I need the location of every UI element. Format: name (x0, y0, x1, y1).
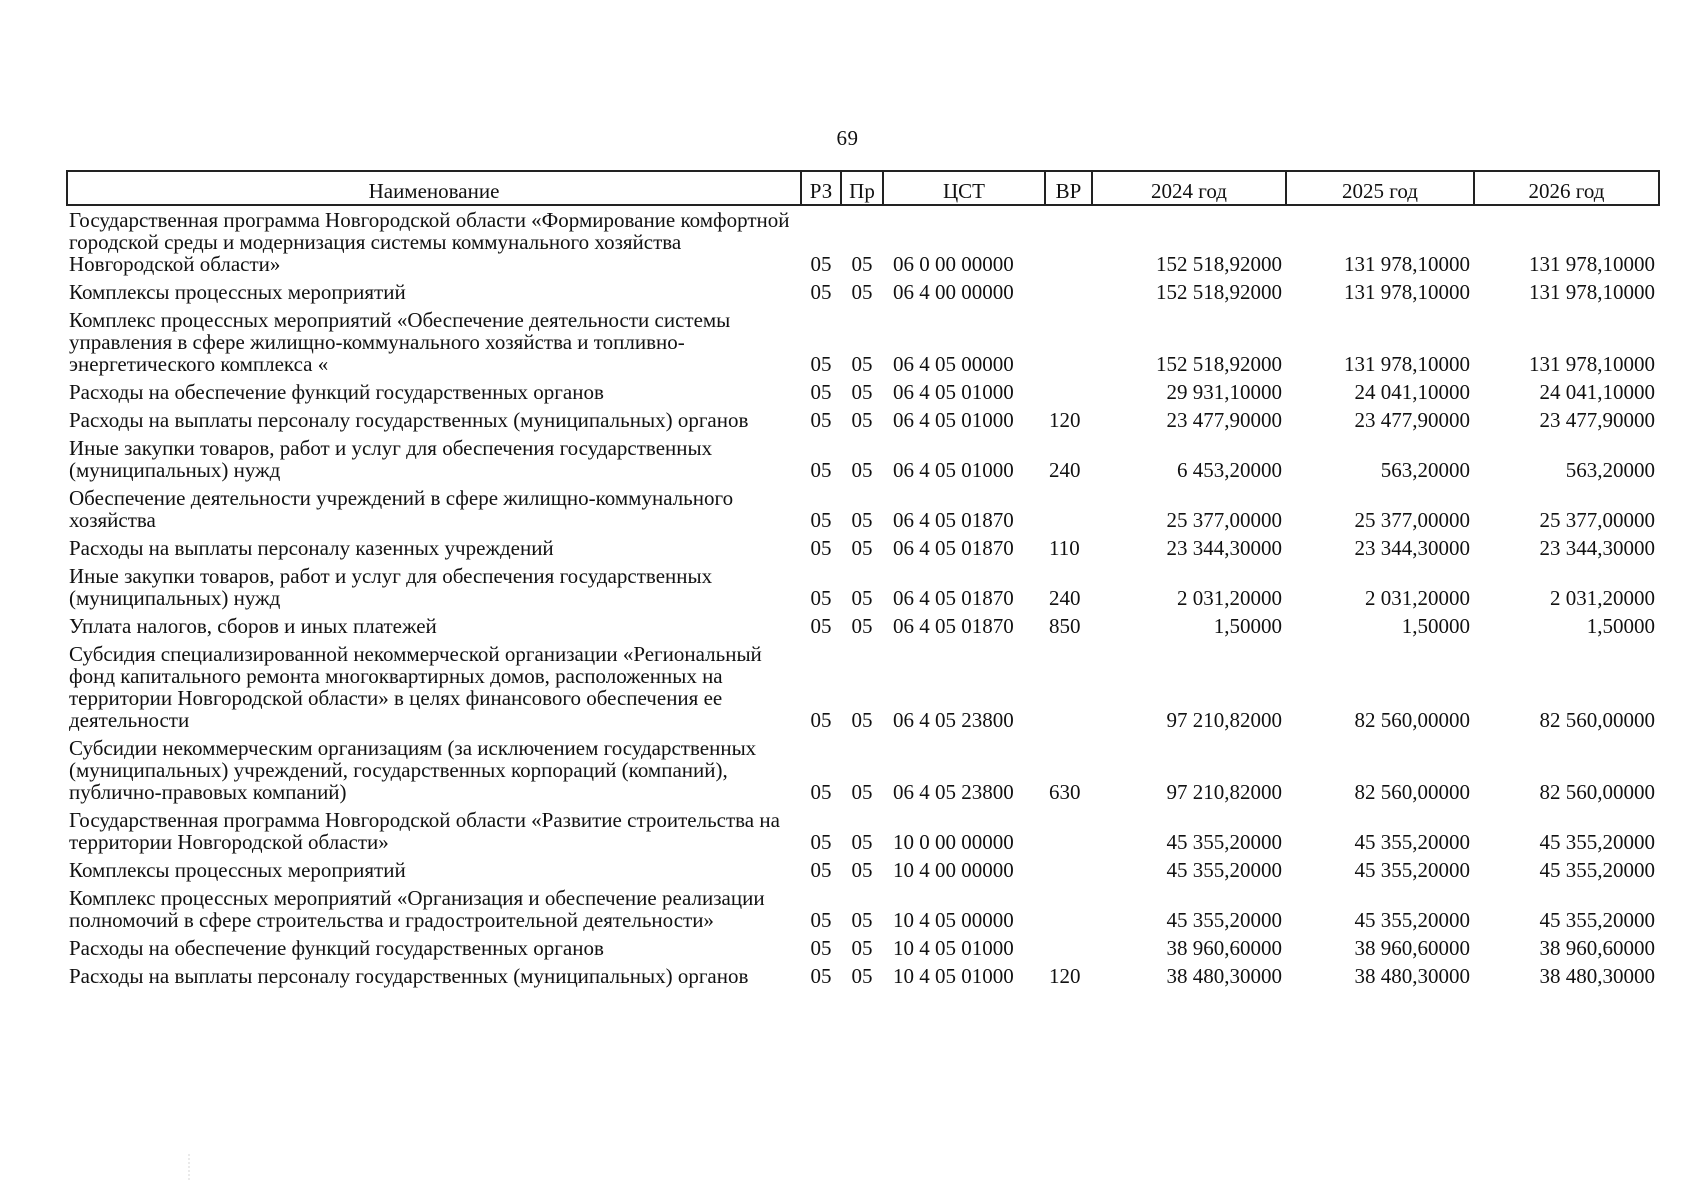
cell-2026: 38 960,60000 (1539, 936, 1655, 960)
cell-2026: 25 377,00000 (1539, 508, 1655, 532)
table-header (67, 171, 1659, 205)
cell-vr (1045, 640, 1092, 734)
cell-2025: 45 355,20000 (1354, 830, 1470, 854)
cell-rz: 05 (810, 408, 832, 432)
cell-2024: 38 480,30000 (1166, 964, 1282, 988)
cell-name: Обеспечение деятельности учреждений в сфере жилищно-коммунального хозяйства (69, 486, 734, 532)
cell-cst: 06 4 00 00000 (893, 280, 1014, 304)
cell-2025: 1,50000 (1401, 614, 1470, 638)
cell-pr: 05 (851, 586, 873, 610)
cell-2025: 25 377,00000 (1354, 508, 1470, 532)
cell-2026: 45 355,20000 (1539, 908, 1655, 932)
cell-cst: 06 4 05 01870 (893, 536, 1014, 560)
cell-cst: 06 4 05 23800 (893, 708, 1014, 732)
cell-2025: 131 978,10000 (1344, 352, 1470, 376)
cell-name: Иные закупки товаров, работ и услуг для обеспечения государственных (муниципальных) нужд (69, 564, 713, 610)
cell-pr: 05 (851, 458, 873, 482)
cell-rz: 05 (810, 964, 832, 988)
cell-2024: 45 355,20000 (1166, 908, 1282, 932)
cell-2026: 82 560,00000 (1539, 780, 1655, 804)
cell-2026: 82 560,00000 (1539, 708, 1655, 732)
cell-rz: 05 (810, 352, 832, 376)
cell-rz: 05 (810, 614, 832, 638)
cell-pr: 05 (851, 408, 873, 432)
cell-vr: 120 (1049, 408, 1081, 432)
cell-name: Субсидии некоммерческим организациям (за исключением государственных (муниципальных) учреждений, государственных корпораций (компаний), публично-правовых компаний) (69, 736, 757, 804)
cell-rz: 05 (810, 280, 832, 304)
cell-pr: 05 (851, 964, 873, 988)
cell-pr: 05 (851, 614, 873, 638)
table-row (67, 205, 1659, 278)
budget-table (66, 170, 1660, 990)
cell-2026: 45 355,20000 (1539, 858, 1655, 882)
cell-rz: 05 (810, 830, 832, 854)
cell-name: Расходы на обеспечение функций государственных органов (69, 380, 604, 404)
cell-cst: 10 4 05 01000 (893, 964, 1014, 988)
cell-2025: 131 978,10000 (1344, 280, 1470, 304)
header-row (67, 171, 1659, 205)
header-cst: ЦСТ (883, 171, 1045, 205)
cell-2026: 45 355,20000 (1539, 830, 1655, 854)
header-2026: 2026 год (1474, 171, 1659, 205)
cell-cst: 10 4 05 00000 (893, 908, 1014, 932)
cell-2024: 97 210,82000 (1166, 780, 1282, 804)
cell-vr (1045, 856, 1092, 884)
cell-2026: 2 031,20000 (1550, 586, 1655, 610)
cell-2024: 29 931,10000 (1166, 380, 1282, 404)
cell-2026: 23 477,90000 (1539, 408, 1655, 432)
cell-pr: 05 (851, 252, 873, 276)
scan-artifact-mark (186, 1154, 192, 1180)
cell-cst: 10 4 00 00000 (893, 858, 1014, 882)
cell-2025: 38 960,60000 (1354, 936, 1470, 960)
table-row (67, 612, 1659, 640)
header-2025: 2025 год (1286, 171, 1474, 205)
cell-vr (1045, 884, 1092, 934)
cell-rz: 05 (810, 936, 832, 960)
cell-rz: 05 (810, 586, 832, 610)
header-vr: ВР (1045, 171, 1092, 205)
table-row (67, 562, 1659, 612)
cell-2026: 24 041,10000 (1539, 380, 1655, 404)
cell-2025: 24 041,10000 (1354, 380, 1470, 404)
cell-name: Субсидия специализированной некоммерческой организации «Региональный фонд капитального ремонта многоквартирных домов, расположенных на территории Новгородской области» в целях финансового обеспечения ее деятельности (69, 642, 762, 732)
cell-2026: 563,20000 (1565, 458, 1655, 482)
cell-vr (1045, 806, 1092, 856)
cell-name: Уплата налогов, сборов и иных платежей (69, 614, 437, 638)
table-row (67, 484, 1659, 534)
header-pr: Пр (841, 171, 883, 205)
cell-2026: 131 978,10000 (1529, 280, 1655, 304)
cell-vr: 240 (1049, 458, 1081, 482)
cell-name: Расходы на обеспечение функций государственных органов (69, 936, 604, 960)
cell-2026: 131 978,10000 (1529, 252, 1655, 276)
table-row (67, 434, 1659, 484)
table-row (67, 278, 1659, 306)
cell-2024: 6 453,20000 (1177, 458, 1282, 482)
cell-name: Комплексы процессных мероприятий (69, 858, 406, 882)
cell-2024: 152 518,92000 (1156, 252, 1282, 276)
cell-cst: 06 4 05 01870 (893, 508, 1014, 532)
cell-pr: 05 (851, 908, 873, 932)
cell-cst: 06 4 05 01870 (893, 614, 1014, 638)
page-number: 69 (836, 126, 859, 150)
table-row (67, 884, 1659, 934)
cell-name: Государственная программа Новгородской области «Развитие строительства на территории Новгородской области» (69, 808, 780, 854)
table-row (67, 406, 1659, 434)
cell-pr: 05 (851, 380, 873, 404)
cell-2026: 23 344,30000 (1539, 536, 1655, 560)
cell-2024: 1,50000 (1213, 614, 1282, 638)
cell-cst: 06 4 05 01870 (893, 586, 1014, 610)
cell-cst: 10 4 05 01000 (893, 936, 1014, 960)
cell-pr: 05 (851, 936, 873, 960)
table-row (67, 962, 1659, 990)
cell-2024: 2 031,20000 (1177, 586, 1282, 610)
cell-2025: 38 480,30000 (1354, 964, 1470, 988)
table-row (67, 378, 1659, 406)
cell-vr (1045, 306, 1092, 378)
table-row (67, 640, 1659, 734)
cell-2024: 45 355,20000 (1166, 858, 1282, 882)
cell-2025: 45 355,20000 (1354, 908, 1470, 932)
cell-2024: 38 960,60000 (1166, 936, 1282, 960)
cell-2025: 563,20000 (1380, 458, 1470, 482)
table-row (67, 856, 1659, 884)
cell-rz: 05 (810, 858, 832, 882)
cell-2024: 152 518,92000 (1156, 352, 1282, 376)
cell-vr: 110 (1049, 536, 1080, 560)
cell-2025: 2 031,20000 (1365, 586, 1470, 610)
cell-vr: 240 (1049, 586, 1081, 610)
cell-name: Государственная программа Новгородской области «Формирование комфортной городской среды и модернизация системы коммунального хозяйства Новгородской области» (69, 208, 790, 276)
cell-rz: 05 (810, 252, 832, 276)
cell-rz: 05 (810, 908, 832, 932)
cell-cst: 06 4 05 01000 (893, 458, 1014, 482)
cell-name: Иные закупки товаров, работ и услуг для обеспечения государственных (муниципальных) нужд (69, 436, 713, 482)
cell-2025: 45 355,20000 (1354, 858, 1470, 882)
cell-rz: 05 (810, 508, 832, 532)
cell-2026: 38 480,30000 (1539, 964, 1655, 988)
cell-cst: 06 4 05 00000 (893, 352, 1014, 376)
cell-2024: 152 518,92000 (1156, 280, 1282, 304)
cell-pr: 05 (851, 830, 873, 854)
cell-cst: 06 4 05 23800 (893, 780, 1014, 804)
cell-2024: 25 377,00000 (1166, 508, 1282, 532)
cell-name: Комплекс процессных мероприятий «Обеспечение деятельности системы управления в сфере жилищно-коммунального хозяйства и топливно-энергетического комплекса « (69, 308, 731, 376)
cell-vr (1045, 278, 1092, 306)
table-row (67, 306, 1659, 378)
cell-pr: 05 (851, 508, 873, 532)
cell-name: Расходы на выплаты персоналу казенных учреждений (69, 536, 554, 560)
cell-cst: 06 4 05 01000 (893, 380, 1014, 404)
cell-vr (1045, 484, 1092, 534)
cell-2024: 23 477,90000 (1166, 408, 1282, 432)
table-row (67, 734, 1659, 806)
cell-name: Комплексы процессных мероприятий (69, 280, 406, 304)
cell-vr (1045, 934, 1092, 962)
table-row (67, 934, 1659, 962)
cell-2024: 97 210,82000 (1166, 708, 1282, 732)
cell-rz: 05 (810, 536, 832, 560)
cell-2026: 131 978,10000 (1529, 352, 1655, 376)
cell-pr: 05 (851, 352, 873, 376)
cell-vr: 850 (1049, 614, 1081, 638)
cell-cst: 06 4 05 01000 (893, 408, 1014, 432)
cell-rz: 05 (810, 458, 832, 482)
cell-pr: 05 (851, 780, 873, 804)
cell-name: Комплекс процессных мероприятий «Организация и обеспечение реализации полномочий в сфере строительства и градостроительной деятельности» (69, 886, 765, 932)
cell-cst: 10 0 00 00000 (893, 830, 1014, 854)
cell-vr: 120 (1049, 964, 1081, 988)
cell-pr: 05 (851, 708, 873, 732)
table-body (67, 205, 1659, 990)
header-name: Наименование (67, 171, 801, 205)
cell-name: Расходы на выплаты персоналу государственных (муниципальных) органов (69, 964, 749, 988)
cell-2024: 23 344,30000 (1166, 536, 1282, 560)
cell-2025: 23 477,90000 (1354, 408, 1470, 432)
cell-rz: 05 (810, 780, 832, 804)
cell-vr: 630 (1049, 780, 1081, 804)
cell-2025: 131 978,10000 (1344, 252, 1470, 276)
cell-pr: 05 (851, 858, 873, 882)
cell-pr: 05 (851, 280, 873, 304)
cell-vr (1045, 205, 1092, 278)
cell-2025: 82 560,00000 (1354, 708, 1470, 732)
cell-rz: 05 (810, 708, 832, 732)
cell-2026: 1,50000 (1586, 614, 1655, 638)
header-rz: РЗ (801, 171, 841, 205)
table-row (67, 534, 1659, 562)
cell-name: Расходы на выплаты персоналу государственных (муниципальных) органов (69, 408, 749, 432)
cell-2024: 45 355,20000 (1166, 830, 1282, 854)
cell-2025: 23 344,30000 (1354, 536, 1470, 560)
cell-cst: 06 0 00 00000 (893, 252, 1014, 276)
table-row (67, 806, 1659, 856)
cell-pr: 05 (851, 536, 873, 560)
cell-vr (1045, 378, 1092, 406)
cell-rz: 05 (810, 380, 832, 404)
cell-2025: 82 560,00000 (1354, 780, 1470, 804)
header-2024: 2024 год (1092, 171, 1286, 205)
